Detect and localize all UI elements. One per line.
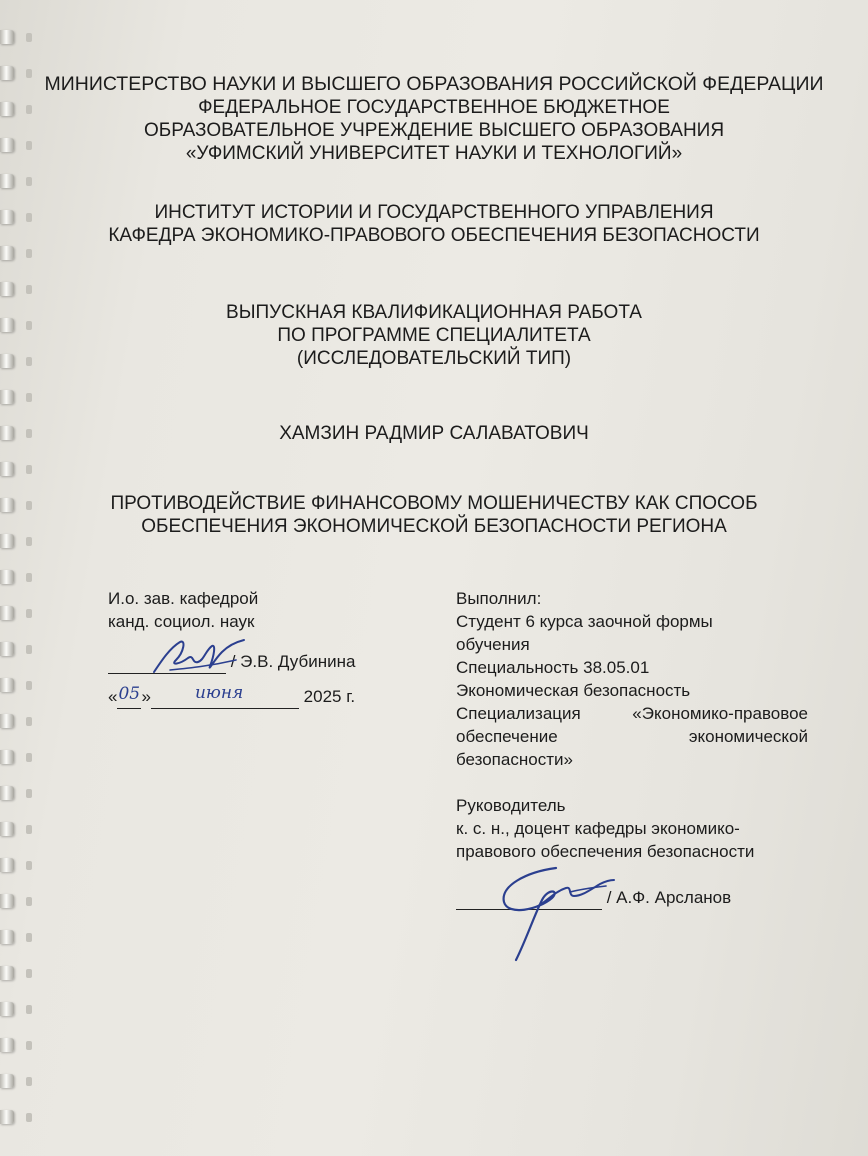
binding-hole bbox=[26, 825, 32, 834]
binding-ring bbox=[0, 714, 14, 728]
binding-hole bbox=[26, 1113, 32, 1122]
binding-ring bbox=[0, 606, 14, 620]
specialization-line: обеспечение экономической bbox=[456, 727, 808, 746]
department-name: КАФЕДРА ЭКОНОМИКО-ПРАВОВОГО ОБЕСПЕЧЕНИЯ БЕЗОПАСНОСТИ bbox=[108, 225, 760, 246]
binding-hole bbox=[26, 465, 32, 474]
author-name-text: ХАМЗИН РАДМИР САЛАВАТОВИЧ bbox=[279, 423, 589, 444]
binding-hole bbox=[26, 177, 32, 186]
binding-ring bbox=[0, 282, 14, 296]
student-label: Выполнил: bbox=[456, 589, 542, 608]
date-day-blank bbox=[117, 685, 141, 709]
binding-hole bbox=[26, 1005, 32, 1014]
specialty-name: Экономическая безопасность bbox=[456, 681, 691, 700]
binding-ring bbox=[0, 750, 14, 764]
date-day: 05 bbox=[118, 684, 141, 704]
work-type-block bbox=[0, 301, 868, 370]
binding-hole bbox=[26, 753, 32, 762]
binding-hole bbox=[26, 969, 32, 978]
binding-hole bbox=[26, 537, 32, 546]
supervisor-position: правового обеспечения безопасности bbox=[456, 842, 755, 861]
specialization-line: безопасности» bbox=[456, 750, 573, 769]
spiral-binding bbox=[0, 0, 40, 1156]
binding-ring bbox=[0, 30, 14, 44]
thesis-title-line: ОБЕСПЕЧЕНИЯ ЭКОНОМИЧЕСКОЙ БЕЗОПАСНОСТИ РЕГИОНА bbox=[141, 516, 727, 537]
binding-ring bbox=[0, 462, 14, 476]
institute-name: ИНСТИТУТ ИСТОРИИ И ГОСУДАРСТВЕННОГО УПРАВЛЕНИЯ bbox=[154, 202, 714, 223]
binding-hole bbox=[26, 1041, 32, 1050]
binding-ring bbox=[0, 786, 14, 800]
institute-block bbox=[0, 201, 868, 247]
binding-hole bbox=[26, 393, 32, 402]
supervisor-signature bbox=[486, 862, 616, 967]
binding-ring bbox=[0, 894, 14, 908]
specialty-code: Специальность 38.05.01 bbox=[456, 658, 650, 677]
binding-hole bbox=[26, 861, 32, 870]
work-type-line: ПО ПРОГРАММЕ СПЕЦИАЛИТЕТА bbox=[277, 325, 591, 346]
author-name bbox=[0, 422, 868, 445]
student-course-cont: обучения bbox=[456, 635, 530, 654]
date-month-blank bbox=[151, 685, 299, 709]
binding-ring bbox=[0, 822, 14, 836]
head-role: И.о. зав. кафедрой bbox=[108, 589, 259, 608]
binding-ring bbox=[0, 390, 14, 404]
thesis-title-line: ПРОТИВОДЕЙСТВИЕ ФИНАНСОВОМУ МОШЕНИЧЕСТВУ КАК СПОСОБ bbox=[110, 493, 758, 514]
binding-hole bbox=[26, 789, 32, 798]
binding-ring bbox=[0, 1110, 14, 1124]
date-month: июня bbox=[194, 683, 244, 703]
binding-ring bbox=[0, 930, 14, 944]
binding-hole bbox=[26, 249, 32, 258]
header-line: ОБРАЗОВАТЕЛЬНОЕ УЧРЕЖДЕНИЕ ВЫСШЕГО ОБРАЗОВАНИЯ bbox=[143, 120, 725, 141]
binding-ring bbox=[0, 246, 14, 260]
thesis-title bbox=[0, 492, 868, 538]
binding-hole bbox=[26, 717, 32, 726]
binding-ring bbox=[0, 1074, 14, 1088]
supervisor-position: к. с. н., доцент кафедры экономико- bbox=[456, 819, 740, 838]
header-line: МИНИСТЕРСТВО НАУКИ И ВЫСШЕГО ОБРАЗОВАНИЯ РОССИЙСКОЙ ФЕДЕРАЦИИ bbox=[44, 73, 824, 95]
supervisor-name: / А.Ф. Арсланов bbox=[606, 888, 732, 907]
date-year: 2025 г. bbox=[303, 687, 356, 706]
work-type-line: (ИССЛЕДОВАТЕЛЬСКИЙ ТИП) bbox=[296, 348, 572, 369]
binding-hole bbox=[26, 681, 32, 690]
binding-hole bbox=[26, 33, 32, 42]
binding-hole bbox=[26, 933, 32, 942]
binding-ring bbox=[0, 678, 14, 692]
binding-hole bbox=[26, 285, 32, 294]
binding-hole bbox=[26, 609, 32, 618]
binding-ring bbox=[0, 642, 14, 656]
binding-ring bbox=[0, 858, 14, 872]
head-degree: канд. социол. наук bbox=[108, 612, 255, 631]
supervisor-label: Руководитель bbox=[456, 796, 566, 815]
student-course: Студент 6 курса заочной формы bbox=[456, 612, 713, 631]
approval-date bbox=[108, 685, 355, 709]
binding-ring bbox=[0, 174, 14, 188]
binding-ring bbox=[0, 1002, 14, 1016]
head-name: / Э.В. Дубинина bbox=[230, 652, 356, 671]
header-line: ФЕДЕРАЛЬНОЕ ГОСУДАРСТВЕННОЕ БЮДЖЕТНОЕ bbox=[198, 97, 670, 118]
work-type-line: ВЫПУСКНАЯ КВАЛИФИКАЦИОННАЯ РАБОТА bbox=[226, 302, 642, 323]
date-quote-open: « bbox=[108, 687, 118, 706]
binding-hole bbox=[26, 897, 32, 906]
binding-ring bbox=[0, 966, 14, 980]
binding-hole bbox=[26, 573, 32, 582]
binding-hole bbox=[26, 1077, 32, 1086]
binding-ring bbox=[0, 1038, 14, 1052]
binding-ring bbox=[0, 570, 14, 584]
head-signature bbox=[140, 630, 250, 685]
specialization-line: Специализация «Экономико-правовое bbox=[456, 704, 808, 723]
header-line: «УФИМСКИЙ УНИВЕРСИТЕТ НАУКИ И ТЕХНОЛОГИЙ» bbox=[185, 143, 683, 164]
ministry-header bbox=[0, 73, 868, 165]
binding-hole bbox=[26, 645, 32, 654]
date-quote-close: » bbox=[141, 687, 151, 706]
